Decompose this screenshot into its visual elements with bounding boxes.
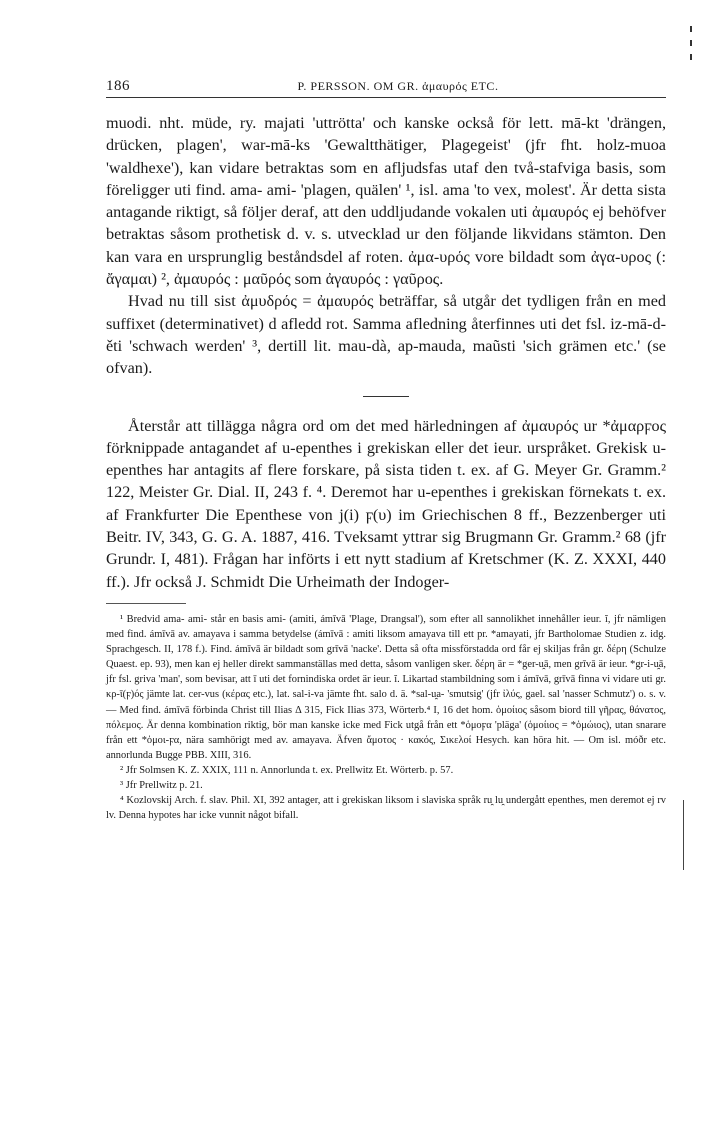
section-divider [363, 396, 409, 397]
main-text [106, 112, 666, 593]
footnote-1: ¹ Bredvid ama- ami- står en basis ami- (amiti, ámīvā 'Plage, Drangsal'), som efter all sannolikhet innehåller ieur. ĭ, jfr nämligen med find. ámīvā av. amayava i samma betydelse (ámīvā : amiti liksom amayava till ett pr. *amayati, jfr Bartholomae Studien z. idg. Sprachgesch. II, 178 f.). Find. ámīvā är bildadt som grīvā 'nacke'. Detta så ofta missförstadda ord får ej skiljas från gr. δέρη (Schulze Quaest. ep. 93), men kan ej heller direkt sammanställas med detta, såsom vanligen sker. δέρη är = *ger-u̯ā, men grīvā är ieur. *gr-i-u̯ā, jfr fsl. griva 'man', som bevisar, att ī uti det fornindiska ordet är ieur. ĭ. Likartad stambildning som i ámīvā, grīvā finna vi vidare uti gr. κρ-ῑ(ϝ)ός jämte lat. cer-vus (κέρας etc.), lat. sal-i-va jämte fht. salo d. ä. *sal-u̯a- 'smutsig' (jfr ἰλύς, gael. sal 'nasser Schmutz') o. s. v. — Med find. ámīvā förbinda Christ till Ilias Δ 315, Fick Ilias 373, Wörterb.⁴ I, 16 det hom. ὁμοίιος såsom biord till γῆρας, θάνατος, πόλεμος. Är denna kombination riktig, bör man kanske icke med Fick utgå från ett *ὁμοϝα 'pläga' (ὁμοίιος = *ὁμώιος), utan snarare från ett *ὀμοι-ϝα, nära samhörigt med av. amayava. Äfven ἄμοτος · κακός, Σικελοί Hesych. kan höra hit. — Om isl. móðr etc. annorlunda Bugge PBB. XIII, 316. [106, 613, 666, 761]
footnote-2: ² Jfr Solmsen K. Z. XXIX, 111 n. Annorlunda t. ex. Prellwitz Et. Wörterb. p. 57. [120, 764, 454, 776]
paragraph-3: Återstår att tillägga några ord om det med härledningen af ἀμαυρός ur *ἀμαρϝος förknippade antagandet af u-epenthes i grekiskan eller det ieur. urspråket. Grekisk u-epenthes har antagits af flere forskare, på sista tiden t. ex. af G. Meyer Gr. Gramm.² 122, Meister Gr. Dial. II, 243 f. ⁴. Deremot har u-epenthes i grekiskan förnekats t. ex. af Frankfurter Die Epenthese von j(i) ϝ(υ) im Griechischen 8 ff., Bezzenberger uti Beitr. IV, 343, G. G. A. 1887, 416. Tveksamt yttrar sig Brugmann Gr. Gramm.² 68 (jfr Grundr. I, 481). Frågan har införts i ett nytt stadium af Kretschmer (K. Z. XXXI, 440 ff.). Jfr också J. Schmidt Die Urheimath der Indoger- [106, 416, 666, 591]
footnote-4: ⁴ Kozlovskij Arch. f. slav. Phil. XI, 392 antager, att i grekiskan liksom i slaviska språk ru̯ lu̯ undergått epenthes, men deremot ej rv lv. Denna hypotes har icke vunnit något bifall. [106, 795, 666, 822]
edge-marks [690, 26, 694, 68]
footnote-rule [106, 603, 186, 604]
paragraph-1: muodi. nht. müde, ry. majati 'uttrötta' och kanske också för lett. mā-kt 'drängen, drücken, plagen', war-mā-ks 'Gewaltthätiger, Plagegeist' (jfr fht. holz-muoa 'waldhexe'), kan vidare betraktas som en afljudsfas utaf den två-stafviga basis, som föreligger uti find. ama- ami- 'plagen, quälen' ¹, isl. ama 'to vex, molest'. Är detta sista antagande riktigt, så följer deraf, att den uddljudande vokalen uti ἀμαυρός ej behöfver betraktas såsom prothetisk d. v. s. utvecklad ur den följande likvidans stämton. Den kan vara en ursprunglig beståndsdel af roten. ἀμα-υρός vore bildadt som ἀγα-υρος (: ἄγαμαι) ², ἀμαυρός : μαῦρός som ἀγαυρός : γαῦρος. [106, 114, 666, 289]
running-title: P. PERSSON. OM GR. ἀμαυρός ETC. [297, 79, 499, 93]
page-number: 186 [106, 78, 130, 94]
margin-line [683, 800, 684, 870]
footnote-3: ³ Jfr Prellwitz p. 21. [120, 779, 203, 791]
footnotes [106, 612, 666, 823]
running-header [106, 78, 666, 98]
page [106, 78, 666, 823]
paragraph-2: Hvad nu till sist ἀμυδρός = ἀμαυρός beträffar, så utgår det tydligen från en med suffixet (determinativet) d afledd rot. Samma afledning återfinnes uti det fsl. iz-mā-d-ěti 'schwach werden' ³, dertill lit. mau-dà, ap-mauda, maũsti 'sich grämen etc.' (se ofvan). [106, 292, 666, 378]
